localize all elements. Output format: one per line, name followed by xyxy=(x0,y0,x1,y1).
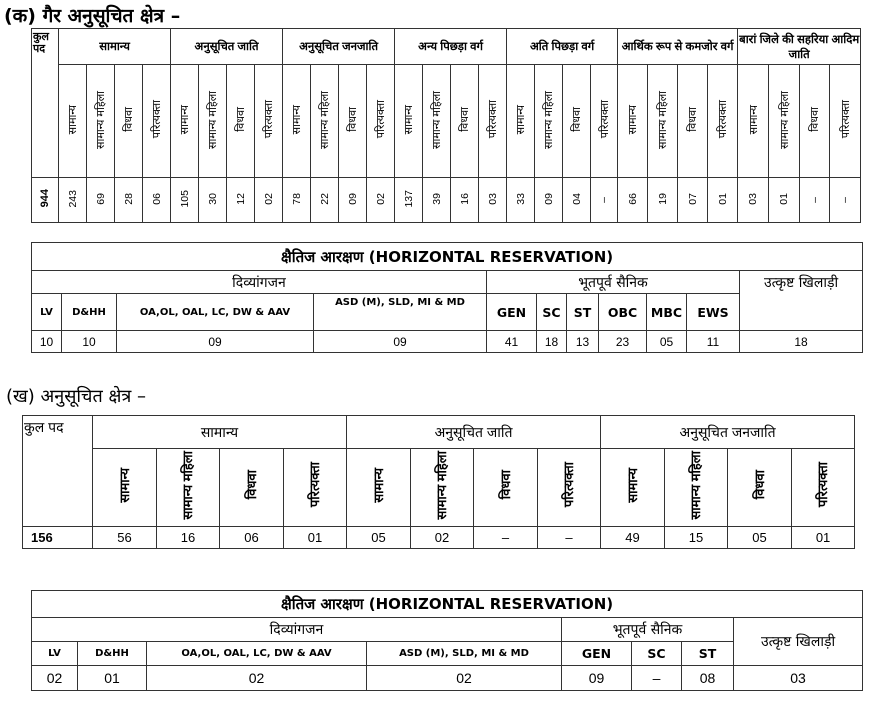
post-count-cell xyxy=(830,178,861,223)
value-dhh: 10 xyxy=(62,331,117,353)
horizontal-reservation-title: क्षैतिज आरक्षण (HORIZONTAL RESERVATION) xyxy=(32,591,863,618)
post-count-value: 28 xyxy=(122,192,135,205)
post-count-cell xyxy=(792,527,855,549)
subcategory-label: विधवा xyxy=(347,107,360,132)
subcategory-label: सामान्य xyxy=(179,104,192,135)
subcategory-header xyxy=(255,65,283,178)
post-count-cell xyxy=(283,178,311,223)
subcategory-label: सामान्य महिला xyxy=(543,90,556,149)
post-count-cell xyxy=(507,178,535,223)
post-count-cell xyxy=(728,527,792,549)
ex-serviceman-header: भूतपूर्व सैनिक xyxy=(487,271,740,294)
subcategory-header xyxy=(769,65,800,178)
section-b-title: (ख) अनुसूचित क्षेत्र – xyxy=(6,386,147,407)
group-header: बारां जिले की सहरिया आदिम जाति xyxy=(738,29,861,65)
col-oa-ol: OA,OL, OAL, LC, DW & AAV xyxy=(117,294,314,331)
subcategory-label: परित्यक्ता xyxy=(375,100,388,139)
col-sc: SC xyxy=(632,642,682,666)
col-obc: OBC xyxy=(599,294,647,331)
subcategory-header xyxy=(93,449,157,527)
subcategory-header xyxy=(115,65,143,178)
subcategory-header xyxy=(395,65,423,178)
subcategory-label: विधवा xyxy=(459,107,472,132)
col-dhh: D&HH xyxy=(78,642,147,666)
post-count-value: 56 xyxy=(117,529,132,545)
subcategory-header xyxy=(648,65,678,178)
post-count-value: 22 xyxy=(318,192,331,205)
post-count-cell xyxy=(311,178,339,223)
subcategory-header xyxy=(347,449,411,527)
subcategory-header xyxy=(738,65,769,178)
value-lv: 02 xyxy=(32,666,78,691)
post-count-cell xyxy=(535,178,563,223)
col-gen: GEN xyxy=(562,642,632,666)
subcategory-label: सामान्य महिला xyxy=(657,90,670,149)
section-a-title: (क) गैर अनुसूचित क्षेत्र – xyxy=(4,5,181,27)
post-count-value: – xyxy=(565,529,573,545)
group-header: अति पिछड़ा वर्ग xyxy=(507,29,618,65)
post-count-cell xyxy=(591,178,618,223)
post-count-value: 09 xyxy=(542,192,555,205)
col-mbc: MBC xyxy=(647,294,687,331)
subcategory-header xyxy=(535,65,563,178)
post-count-cell xyxy=(227,178,255,223)
subcategory-header xyxy=(451,65,479,178)
post-count-cell xyxy=(143,178,171,223)
col-asd: ASD (M), SLD, MI & MD xyxy=(314,294,487,331)
subcategory-label: परित्यक्ता xyxy=(815,462,831,508)
subcategory-header xyxy=(367,65,395,178)
subcategory-label: सामान्य xyxy=(747,104,760,135)
post-count-value: 78 xyxy=(290,192,303,205)
value-sc: 18 xyxy=(537,331,567,353)
value-st: 08 xyxy=(682,666,734,691)
subcategory-label: सामान्य महिला xyxy=(431,90,444,149)
value-gen: 41 xyxy=(487,331,537,353)
post-count-value: 19 xyxy=(656,192,669,205)
total-posts-header: कुल पद xyxy=(32,29,59,178)
subcategory-header xyxy=(800,65,830,178)
subcategory-label: सामान्य xyxy=(403,104,416,135)
group-header: अनुसूचित जाति xyxy=(347,416,601,449)
post-count-value: – xyxy=(501,529,510,545)
post-count-value: 01 xyxy=(716,192,729,205)
post-count-value: 01 xyxy=(307,529,323,545)
subcategory-header xyxy=(157,449,220,527)
post-count-value: – xyxy=(808,197,821,203)
subcategory-label: सामान्य xyxy=(624,467,640,503)
subcategory-label: सामान्य महिला xyxy=(180,450,195,520)
subcategory-label: विधवा xyxy=(497,470,513,500)
subcategory-header xyxy=(339,65,367,178)
subcategory-label: परित्यक्ता xyxy=(717,100,730,139)
subcategory-header xyxy=(479,65,507,178)
subcategory-label: विधवा xyxy=(687,107,700,132)
subcategory-header xyxy=(199,65,227,178)
post-count-value: 105 xyxy=(178,189,191,208)
col-lv: LV xyxy=(32,642,78,666)
subcategory-header xyxy=(227,65,255,178)
col-lv: LV xyxy=(32,294,62,331)
subcategory-header xyxy=(220,449,284,527)
value-sports: 18 xyxy=(740,331,863,353)
subcategory-label: सामान्य महिला xyxy=(319,90,332,149)
post-count-value: 05 xyxy=(371,529,386,545)
subcategory-label: विधवा xyxy=(243,470,259,500)
subcategory-header xyxy=(283,65,311,178)
value-mbc: 05 xyxy=(647,331,687,353)
col-ews: EWS xyxy=(687,294,740,331)
subcategory-label: सामान्य महिला xyxy=(434,450,450,520)
total-posts-value: 156 xyxy=(23,527,93,549)
subcategory-label: परित्यक्ता xyxy=(598,100,611,139)
post-count-value: 06 xyxy=(244,529,259,545)
subcategory-label: परित्यक्ता xyxy=(839,100,852,139)
post-count-value: 69 xyxy=(94,192,107,205)
group-header: सामान्य xyxy=(93,416,347,449)
group-header: सामान्य xyxy=(59,29,171,65)
post-count-value: 15 xyxy=(688,529,704,545)
group-header: अनुसूचित जनजाति xyxy=(283,29,395,65)
subcategory-label: सामान्य xyxy=(515,104,528,135)
horizontal-reservation-table-b xyxy=(31,590,863,691)
value-oa-ol: 09 xyxy=(117,331,314,353)
post-count-cell xyxy=(255,178,283,223)
subcategory-header xyxy=(423,65,451,178)
value-sc: – xyxy=(632,666,682,691)
post-count-cell xyxy=(115,178,143,223)
post-count-cell xyxy=(648,178,678,223)
subcategory-label: विधवा xyxy=(123,107,135,132)
group-header: अनुसूचित जनजाति xyxy=(601,416,855,449)
outstanding-sportsperson-header: उत्कृष्ट खिलाड़ी xyxy=(740,271,863,331)
post-count-value: 03 xyxy=(486,192,499,205)
subcategory-label: सामान्य महिला xyxy=(778,90,791,149)
post-count-value: 16 xyxy=(458,192,471,205)
subcategory-label: सामान्य xyxy=(370,467,386,503)
subcategory-header xyxy=(507,65,535,178)
subcategory-label: परित्यक्ता xyxy=(263,100,276,139)
col-sc: SC xyxy=(537,294,567,331)
post-count-value: 02 xyxy=(434,529,450,545)
post-count-value: 01 xyxy=(815,529,831,545)
subcategory-header xyxy=(411,449,474,527)
group-header: आर्थिक रूप से कमजोर वर्ग xyxy=(618,29,738,65)
value-lv: 10 xyxy=(32,331,62,353)
total-posts-value: 944 xyxy=(32,178,59,223)
subcategory-header xyxy=(678,65,708,178)
post-count-value: 06 xyxy=(150,192,163,205)
col-oa-ol: OA,OL, OAL, LC, DW & AAV xyxy=(147,642,367,666)
post-count-cell xyxy=(157,527,220,549)
divyangjan-header: दिव्यांगजन xyxy=(32,618,562,642)
value-dhh: 01 xyxy=(78,666,147,691)
subcategory-label: परित्यक्ता xyxy=(307,462,323,508)
post-count-cell xyxy=(708,178,738,223)
value-sports: 03 xyxy=(734,666,863,691)
subcategory-header xyxy=(563,65,591,178)
subcategory-label: सामान्य xyxy=(116,467,132,503)
post-count-value: 66 xyxy=(626,192,639,205)
col-st: ST xyxy=(567,294,599,331)
subcategory-label: परित्यक्ता xyxy=(561,462,577,508)
post-count-cell xyxy=(618,178,648,223)
post-count-cell xyxy=(87,178,115,223)
value-asd: 09 xyxy=(314,331,487,353)
horizontal-reservation-title: क्षैतिज आरक्षण (HORIZONTAL RESERVATION) xyxy=(32,243,863,271)
post-count-value: 02 xyxy=(262,192,275,205)
post-count-value: 49 xyxy=(625,529,640,545)
post-count-value: 04 xyxy=(570,192,583,205)
subcategory-header xyxy=(830,65,861,178)
post-count-value: 03 xyxy=(747,192,760,205)
subcategory-label: सामान्य महिला xyxy=(688,450,704,520)
subcategory-header xyxy=(601,449,665,527)
post-count-cell xyxy=(563,178,591,223)
subcategory-label: सामान्य महिला xyxy=(95,90,107,149)
post-count-value: 137 xyxy=(402,189,415,208)
subcategory-header xyxy=(538,449,601,527)
subcategory-header xyxy=(792,449,855,527)
col-st: ST xyxy=(682,642,734,666)
subcategory-label: सामान्य xyxy=(291,104,304,135)
value-st: 13 xyxy=(567,331,599,353)
post-count-cell xyxy=(800,178,830,223)
post-count-cell xyxy=(395,178,423,223)
post-count-value: 33 xyxy=(514,192,527,205)
value-obc: 23 xyxy=(599,331,647,353)
col-asd: ASD (M), SLD, MI & MD xyxy=(367,642,562,666)
subcategory-header xyxy=(59,65,87,178)
post-count-cell xyxy=(423,178,451,223)
post-count-cell xyxy=(171,178,199,223)
subcategory-header xyxy=(618,65,648,178)
subcategory-label: सामान्य xyxy=(67,104,79,135)
post-count-cell xyxy=(199,178,227,223)
post-count-cell xyxy=(411,527,474,549)
divyangjan-header: दिव्यांगजन xyxy=(32,271,487,294)
subcategory-header xyxy=(474,449,538,527)
post-count-cell xyxy=(678,178,708,223)
col-dhh: D&HH xyxy=(62,294,117,331)
section-b-vertical-table xyxy=(22,415,855,549)
subcategory-label: सामान्य महिला xyxy=(207,90,220,149)
post-count-cell xyxy=(220,527,284,549)
post-count-value: 39 xyxy=(430,192,443,205)
subcategory-header xyxy=(591,65,618,178)
post-count-cell xyxy=(93,527,157,549)
subcategory-label: विधवा xyxy=(751,470,767,500)
subcategory-label: विधवा xyxy=(235,107,248,132)
section-a-vertical-table xyxy=(31,28,861,223)
post-count-cell xyxy=(59,178,87,223)
subcategory-label: परित्यक्ता xyxy=(487,100,500,139)
post-count-value: 07 xyxy=(686,192,699,205)
post-count-cell xyxy=(479,178,507,223)
post-count-cell xyxy=(601,527,665,549)
subcategory-header xyxy=(665,449,728,527)
post-count-value: 243 xyxy=(66,189,79,208)
subcategory-header xyxy=(708,65,738,178)
subcategory-label: विधवा xyxy=(809,107,822,132)
post-count-value: 30 xyxy=(206,192,219,205)
post-count-cell xyxy=(339,178,367,223)
group-header: अन्य पिछड़ा वर्ग xyxy=(395,29,507,65)
col-gen: GEN xyxy=(487,294,537,331)
post-count-value: 02 xyxy=(374,192,387,205)
subcategory-header xyxy=(143,65,171,178)
subcategory-header xyxy=(171,65,199,178)
post-count-value: 01 xyxy=(778,192,791,205)
subcategory-label: परित्यक्ता xyxy=(151,100,164,139)
value-asd: 02 xyxy=(367,666,562,691)
value-ews: 11 xyxy=(687,331,740,353)
subcategory-header xyxy=(87,65,115,178)
post-count-value: 12 xyxy=(234,192,247,205)
post-count-cell xyxy=(769,178,800,223)
value-oa-ol: 02 xyxy=(147,666,367,691)
post-count-value: 09 xyxy=(346,192,359,205)
horizontal-reservation-table-a xyxy=(31,242,863,353)
post-count-cell xyxy=(284,527,347,549)
subcategory-label: विधवा xyxy=(571,107,584,132)
post-count-cell xyxy=(367,178,395,223)
post-count-value: – xyxy=(839,197,852,203)
post-count-cell xyxy=(474,527,538,549)
subcategory-header xyxy=(728,449,792,527)
post-count-cell xyxy=(738,178,769,223)
post-count-cell xyxy=(665,527,728,549)
post-count-value: – xyxy=(598,197,611,203)
post-count-cell xyxy=(538,527,601,549)
outstanding-sportsperson-header: उत्कृष्ट खिलाड़ी xyxy=(734,618,863,666)
ex-serviceman-header: भूतपूर्व सैनिक xyxy=(562,618,734,642)
total-posts-header: कुल पद xyxy=(23,416,93,527)
post-count-cell xyxy=(451,178,479,223)
post-count-cell xyxy=(347,527,411,549)
group-header: अनुसूचित जाति xyxy=(171,29,283,65)
post-count-value: 16 xyxy=(180,529,196,545)
subcategory-label: सामान्य xyxy=(627,104,640,135)
post-count-value: 05 xyxy=(752,529,767,545)
subcategory-header xyxy=(284,449,347,527)
value-gen: 09 xyxy=(562,666,632,691)
subcategory-header xyxy=(311,65,339,178)
